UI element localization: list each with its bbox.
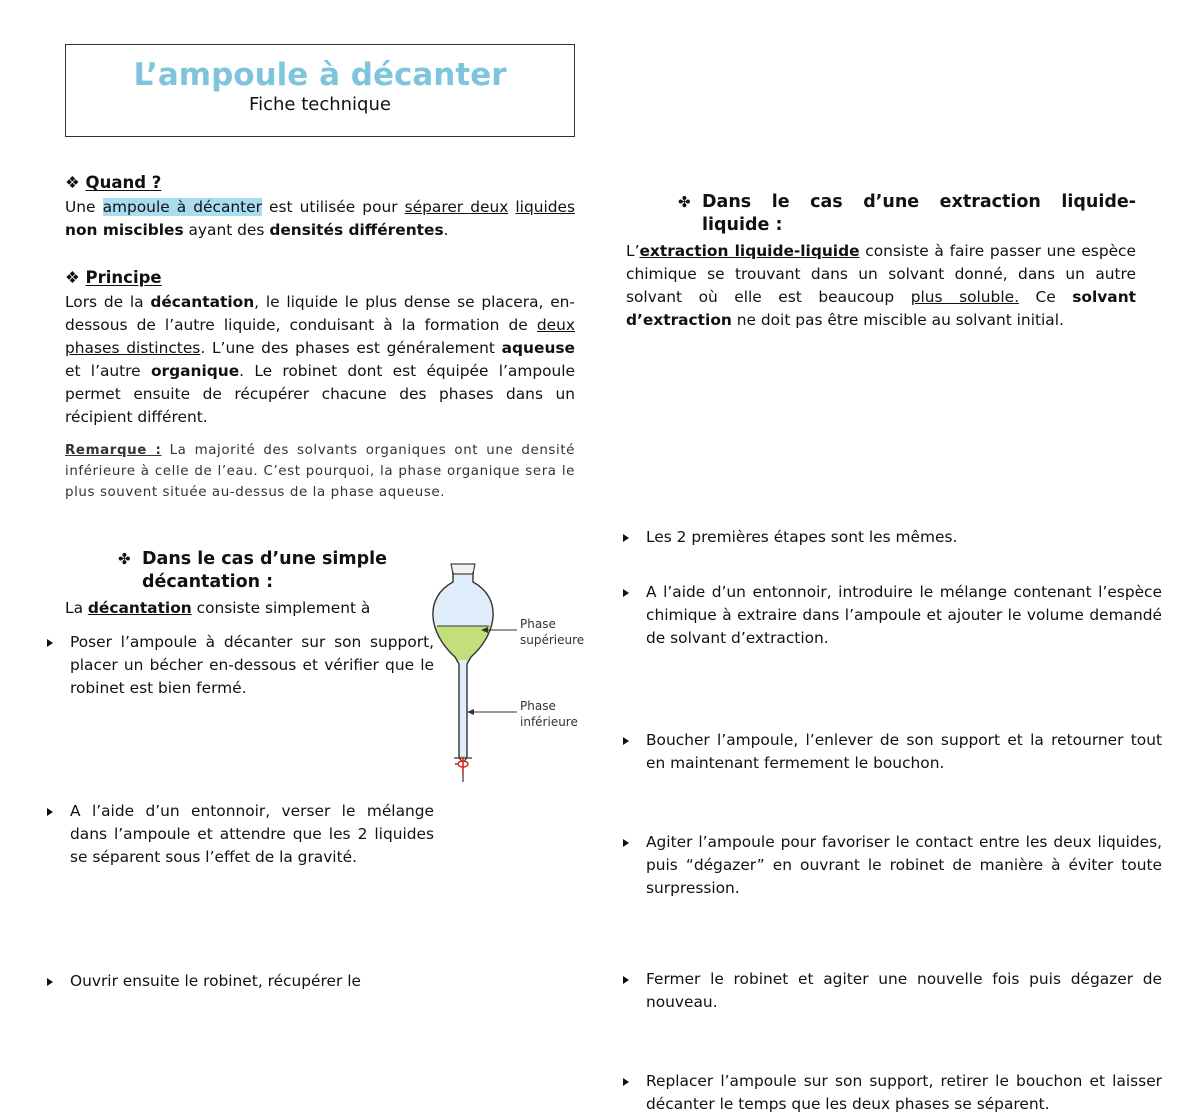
extraction-step-3: Boucher l’ampoule, l’enlever de son support et la retourner tout en maintenant fermement le bouchon. <box>620 729 1162 775</box>
stem-lower-fill <box>459 658 467 756</box>
page-subtitle: Fiche technique <box>249 94 391 115</box>
label-upper-phase-2: supérieure <box>520 633 585 647</box>
page-title: L’ampoule à décanter <box>133 57 507 93</box>
label-lower-phase-1: Phase <box>520 699 556 713</box>
highlight-ampoule: ampoule à décanter <box>102 198 262 216</box>
extraction-step-5: Fermer le robinet et agiter une nouvelle fois puis dégazer de nouveau. <box>620 968 1162 1014</box>
section-principe-heading: ❖ Principe <box>65 268 162 287</box>
simple-step-2: A l’aide d’un entonnoir, verser le mélange dans l’ampoule et attendre que les 2 liquides se séparent sous l’effet de la gravité. <box>44 800 434 869</box>
simple-step-3: Ouvrir ensuite le robinet, récupérer le <box>44 970 434 993</box>
flower-bullet-icon: ✤ <box>678 193 691 211</box>
separatory-funnel-diagram <box>425 562 595 787</box>
remark-note: Remarque : La majorité des solvants organiques ont une densité inférieure à celle de l’eau. C’est pourquoi, la phase organique sera le plus souvent située au-dessus de la phase aqueuse. <box>65 443 576 500</box>
section-quand-heading: ❖ Quand ? <box>65 173 162 192</box>
label-lower-phase-2: inférieure <box>520 715 578 729</box>
extraction-step-6: Replacer l’ampoule sur son support, retirer le bouchon et laisser décanter le temps que les deux phases se séparent. <box>620 1070 1162 1116</box>
simple-intro: La décantation consiste simplement à <box>65 599 371 617</box>
stopper-icon <box>451 564 475 574</box>
section-quand-text: Une ampoule à décanter est utilisée pour séparer deux liquides non miscibles ayant des densités différentes. <box>65 198 575 239</box>
section-principe-text: Lors de la décantation, le liquide le plus dense se placera, en-dessous de l’autre liquide, conduisant à la formation de deux phases distinctes. L’une des phases est généralement aqueuse et l’autre organique. Le robinet dont est équipée l’ampoule permet ensuite de récupérer chacune des phases dans un récipient différent. <box>65 293 575 426</box>
section-simple-heading: ✤ Dans le cas d’une simple décantation : <box>118 549 388 592</box>
extraction-intro: L’extraction liquide-liquide consiste à faire passer une espèce chimique se trouvant dans un solvant donné, dans un autre solvant où elle est beaucoup plus soluble. Ce solvant d’extraction ne doit pas être miscible au solvant initial. <box>626 242 1137 329</box>
section-extraction-heading: ✤ Dans le cas d’une extraction liquide- liquide : <box>678 192 1136 235</box>
title-box <box>65 44 575 137</box>
simple-step-1: Poser l’ampoule à décanter sur son support, placer un bécher en-dessous et vérifier que le robinet est bien fermé. <box>44 631 434 700</box>
extraction-step-4: Agiter l’ampoule pour favoriser le contact entre les deux liquides, puis “dégazer” en ouvrant le robinet de manière à éviter toute surpression. <box>620 831 1162 900</box>
label-upper-phase-1: Phase <box>520 617 556 631</box>
diamond-bullet-icon: ❖ <box>65 268 80 287</box>
extraction-step-1: Les 2 premières étapes sont les mêmes. <box>620 526 1162 549</box>
extraction-step-2: A l’aide d’un entonnoir, introduire le mélange contenant l’espèce chimique à extraire dans l’ampoule et ajouter le volume demandé de solvant d’extraction. <box>620 581 1162 650</box>
diamond-bullet-icon: ❖ <box>65 173 80 192</box>
flower-bullet-icon: ✤ <box>118 550 131 568</box>
